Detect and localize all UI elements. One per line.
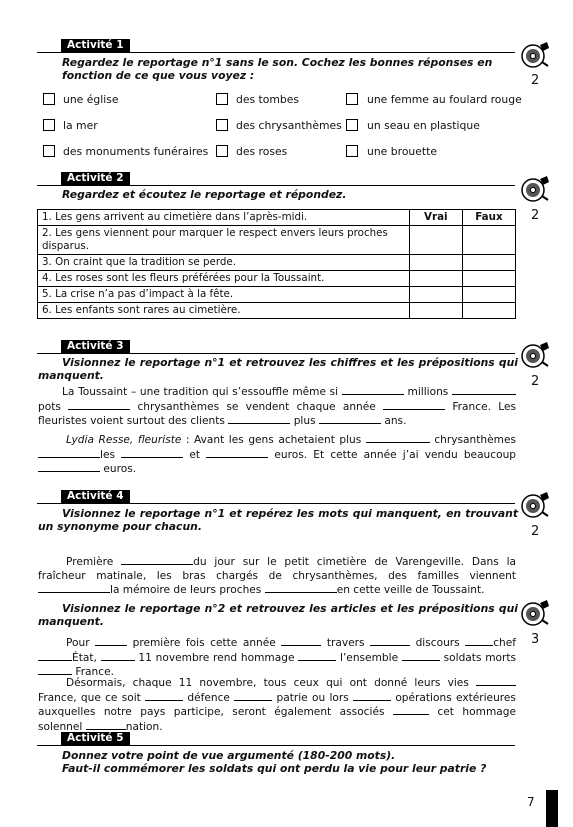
page-edge-bar	[546, 790, 558, 827]
blank-field[interactable]	[38, 448, 100, 458]
table-cell: 3. On craint que la tradition se perde.	[38, 255, 410, 271]
activity-2-instruction: Regardez et écoutez le reportage et répondez.	[62, 188, 347, 201]
blank-field[interactable]	[38, 665, 72, 675]
activity-4-header	[37, 490, 515, 504]
activity-4-paragraph-2: Pour première fois cette année travers discours chef État, 11 novembre rend hommage l’ensemble soldats morts France.	[38, 636, 516, 680]
cd-audio-icon	[520, 492, 550, 520]
checkbox-6[interactable]	[346, 119, 358, 131]
checkbox-8[interactable]	[216, 145, 228, 157]
activity-4-paragraph-1: Première du jour sur le petit cimetière de Varengeville. Dans la fraîcheur matinale, les bras chargés de chrysanthèmes, des familles viennent la mémoire de leurs proches en cette veille de Toussaint.	[38, 556, 516, 596]
checkbox-2[interactable]	[216, 93, 228, 105]
blank-field[interactable]	[121, 448, 183, 458]
blank-field[interactable]	[86, 720, 126, 730]
activity-4b-score: 3	[531, 632, 540, 647]
cd-audio-icon	[520, 176, 550, 204]
checkbox-5[interactable]	[216, 119, 228, 131]
activity-1-badge: Activité 1	[61, 39, 130, 52]
blank-field[interactable]	[265, 583, 337, 593]
activity-3-badge: Activité 3	[61, 340, 130, 353]
answer-cell[interactable]	[462, 226, 515, 255]
activity-4-paragraph-3: Désormais, chaque 11 novembre, tous ceux qui ont donné leurs vies France, que ce soit défence patrie ou lors opérations extérieures auxquelles notre pays participe, seront également associés cet hommage solennel nation.	[38, 677, 516, 733]
blank-field[interactable]	[281, 636, 321, 646]
activity-5-instruction-1: Donnez votre point de vue argumenté (180-200 mots).	[62, 749, 396, 762]
blank-field[interactable]	[95, 636, 127, 646]
blank-field[interactable]	[402, 651, 440, 661]
option-label: des monuments funéraires	[63, 145, 209, 158]
cd-audio-icon	[520, 600, 550, 628]
activity-5-header	[37, 732, 515, 746]
option-label: des tombes	[236, 93, 300, 106]
answer-cell[interactable]	[409, 255, 462, 271]
col-true-header: Vrai	[409, 210, 462, 226]
activity-2-score: 2	[531, 208, 540, 223]
answer-cell[interactable]	[409, 226, 462, 255]
blank-field[interactable]	[452, 385, 516, 395]
blank-field[interactable]	[68, 400, 130, 410]
cd-audio-icon	[520, 342, 550, 370]
checkbox-3[interactable]	[346, 93, 358, 105]
activity-5-instruction-2: Faut-il commémorer les soldats qui ont perdu la vie pour leur patrie ?	[62, 762, 487, 775]
answer-cell[interactable]	[409, 287, 462, 303]
blank-field[interactable]	[393, 705, 429, 715]
option-label: des roses	[236, 145, 288, 158]
checkbox-7[interactable]	[43, 145, 55, 157]
activity-4b-instruction: Visionnez le reportage n°2 et retrouvez les articles et les prépositions qui manquent.	[38, 602, 518, 628]
blank-field[interactable]	[319, 414, 381, 424]
blank-field[interactable]	[298, 651, 336, 661]
blank-field[interactable]	[101, 651, 135, 661]
activity-3-paragraph-1: La Toussaint – une tradition qui s’essouffle même si millions pots chrysanthèmes se vendent chaque année France. Les fleuristes voient surtout des clients plus ans.	[38, 386, 516, 427]
activity-4-score: 2	[531, 524, 540, 539]
option-label: des chrysanthèmes	[236, 119, 342, 132]
option-label: une brouette	[367, 145, 438, 158]
table-cell: 2. Les gens viennent pour marquer le respect envers leurs proches disparus.	[38, 226, 410, 255]
blank-field[interactable]	[366, 433, 430, 443]
activity-4-instruction: Visionnez le reportage n°1 et repérez les mots qui manquent, en trouvant un synonyme pour chacun.	[38, 507, 518, 533]
activity-3-header	[37, 340, 515, 354]
blank-field[interactable]	[465, 636, 493, 646]
activity-3-score: 2	[531, 374, 540, 389]
answer-cell[interactable]	[462, 271, 515, 287]
blank-field[interactable]	[234, 691, 272, 701]
blank-field[interactable]	[228, 414, 290, 424]
answer-cell[interactable]	[409, 303, 462, 319]
blank-field[interactable]	[342, 385, 404, 395]
activity-5-badge: Activité 5	[61, 732, 130, 745]
answer-cell[interactable]	[462, 255, 515, 271]
blank-field[interactable]	[38, 651, 72, 661]
blank-field[interactable]	[476, 676, 516, 686]
table-cell: 4. Les roses sont les fleurs préférées pour la Toussaint.	[38, 271, 410, 287]
blank-field[interactable]	[370, 636, 410, 646]
blank-field[interactable]	[38, 462, 100, 472]
answer-cell[interactable]	[409, 271, 462, 287]
checkbox-9[interactable]	[346, 145, 358, 157]
answer-cell[interactable]	[462, 287, 515, 303]
activity-2-badge: Activité 2	[61, 172, 130, 185]
activity-3-instruction: Visionnez le reportage n°1 et retrouvez les chiffres et les prépositions qui manquent.	[38, 356, 518, 382]
activity-3-paragraph-2: Lydia Resse, fleuriste : Avant les gens achetaient plus chrysanthèmes les et euros. Et cette année j’ai vendu beaucoup euros.	[38, 433, 516, 477]
activity-2-header	[37, 172, 515, 186]
option-label: une femme au foulard rouge	[367, 93, 522, 106]
answer-cell[interactable]	[462, 303, 515, 319]
blank-field[interactable]	[145, 691, 183, 701]
col-false-header: Faux	[462, 210, 515, 226]
activity-1-instruction: Regardez le reportage n°1 sans le son. Cochez les bonnes réponses en fonction de ce que vous voyez :	[62, 56, 493, 82]
blank-field[interactable]	[121, 555, 193, 565]
table-cell: 5. La crise n’a pas d’impact à la fête.	[38, 287, 410, 303]
option-label: la mer	[63, 119, 98, 132]
table-cell: 6. Les enfants sont rares au cimetière.	[38, 303, 410, 319]
activity-1-score: 2	[531, 73, 540, 88]
blank-field[interactable]	[38, 583, 110, 593]
true-false-table	[37, 209, 516, 319]
activity-4-badge: Activité 4	[61, 490, 130, 503]
checkbox-1[interactable]	[43, 93, 55, 105]
checkbox-4[interactable]	[43, 119, 55, 131]
table-cell: 1. Les gens arrivent au cimetière dans l’après-midi.	[38, 210, 410, 226]
option-label: un seau en plastique	[367, 119, 480, 132]
activity-1-header	[37, 39, 515, 53]
page-number: 7	[527, 795, 535, 809]
blank-field[interactable]	[383, 400, 445, 410]
blank-field[interactable]	[353, 691, 391, 701]
blank-field[interactable]	[206, 448, 268, 458]
option-label: une église	[63, 93, 119, 106]
